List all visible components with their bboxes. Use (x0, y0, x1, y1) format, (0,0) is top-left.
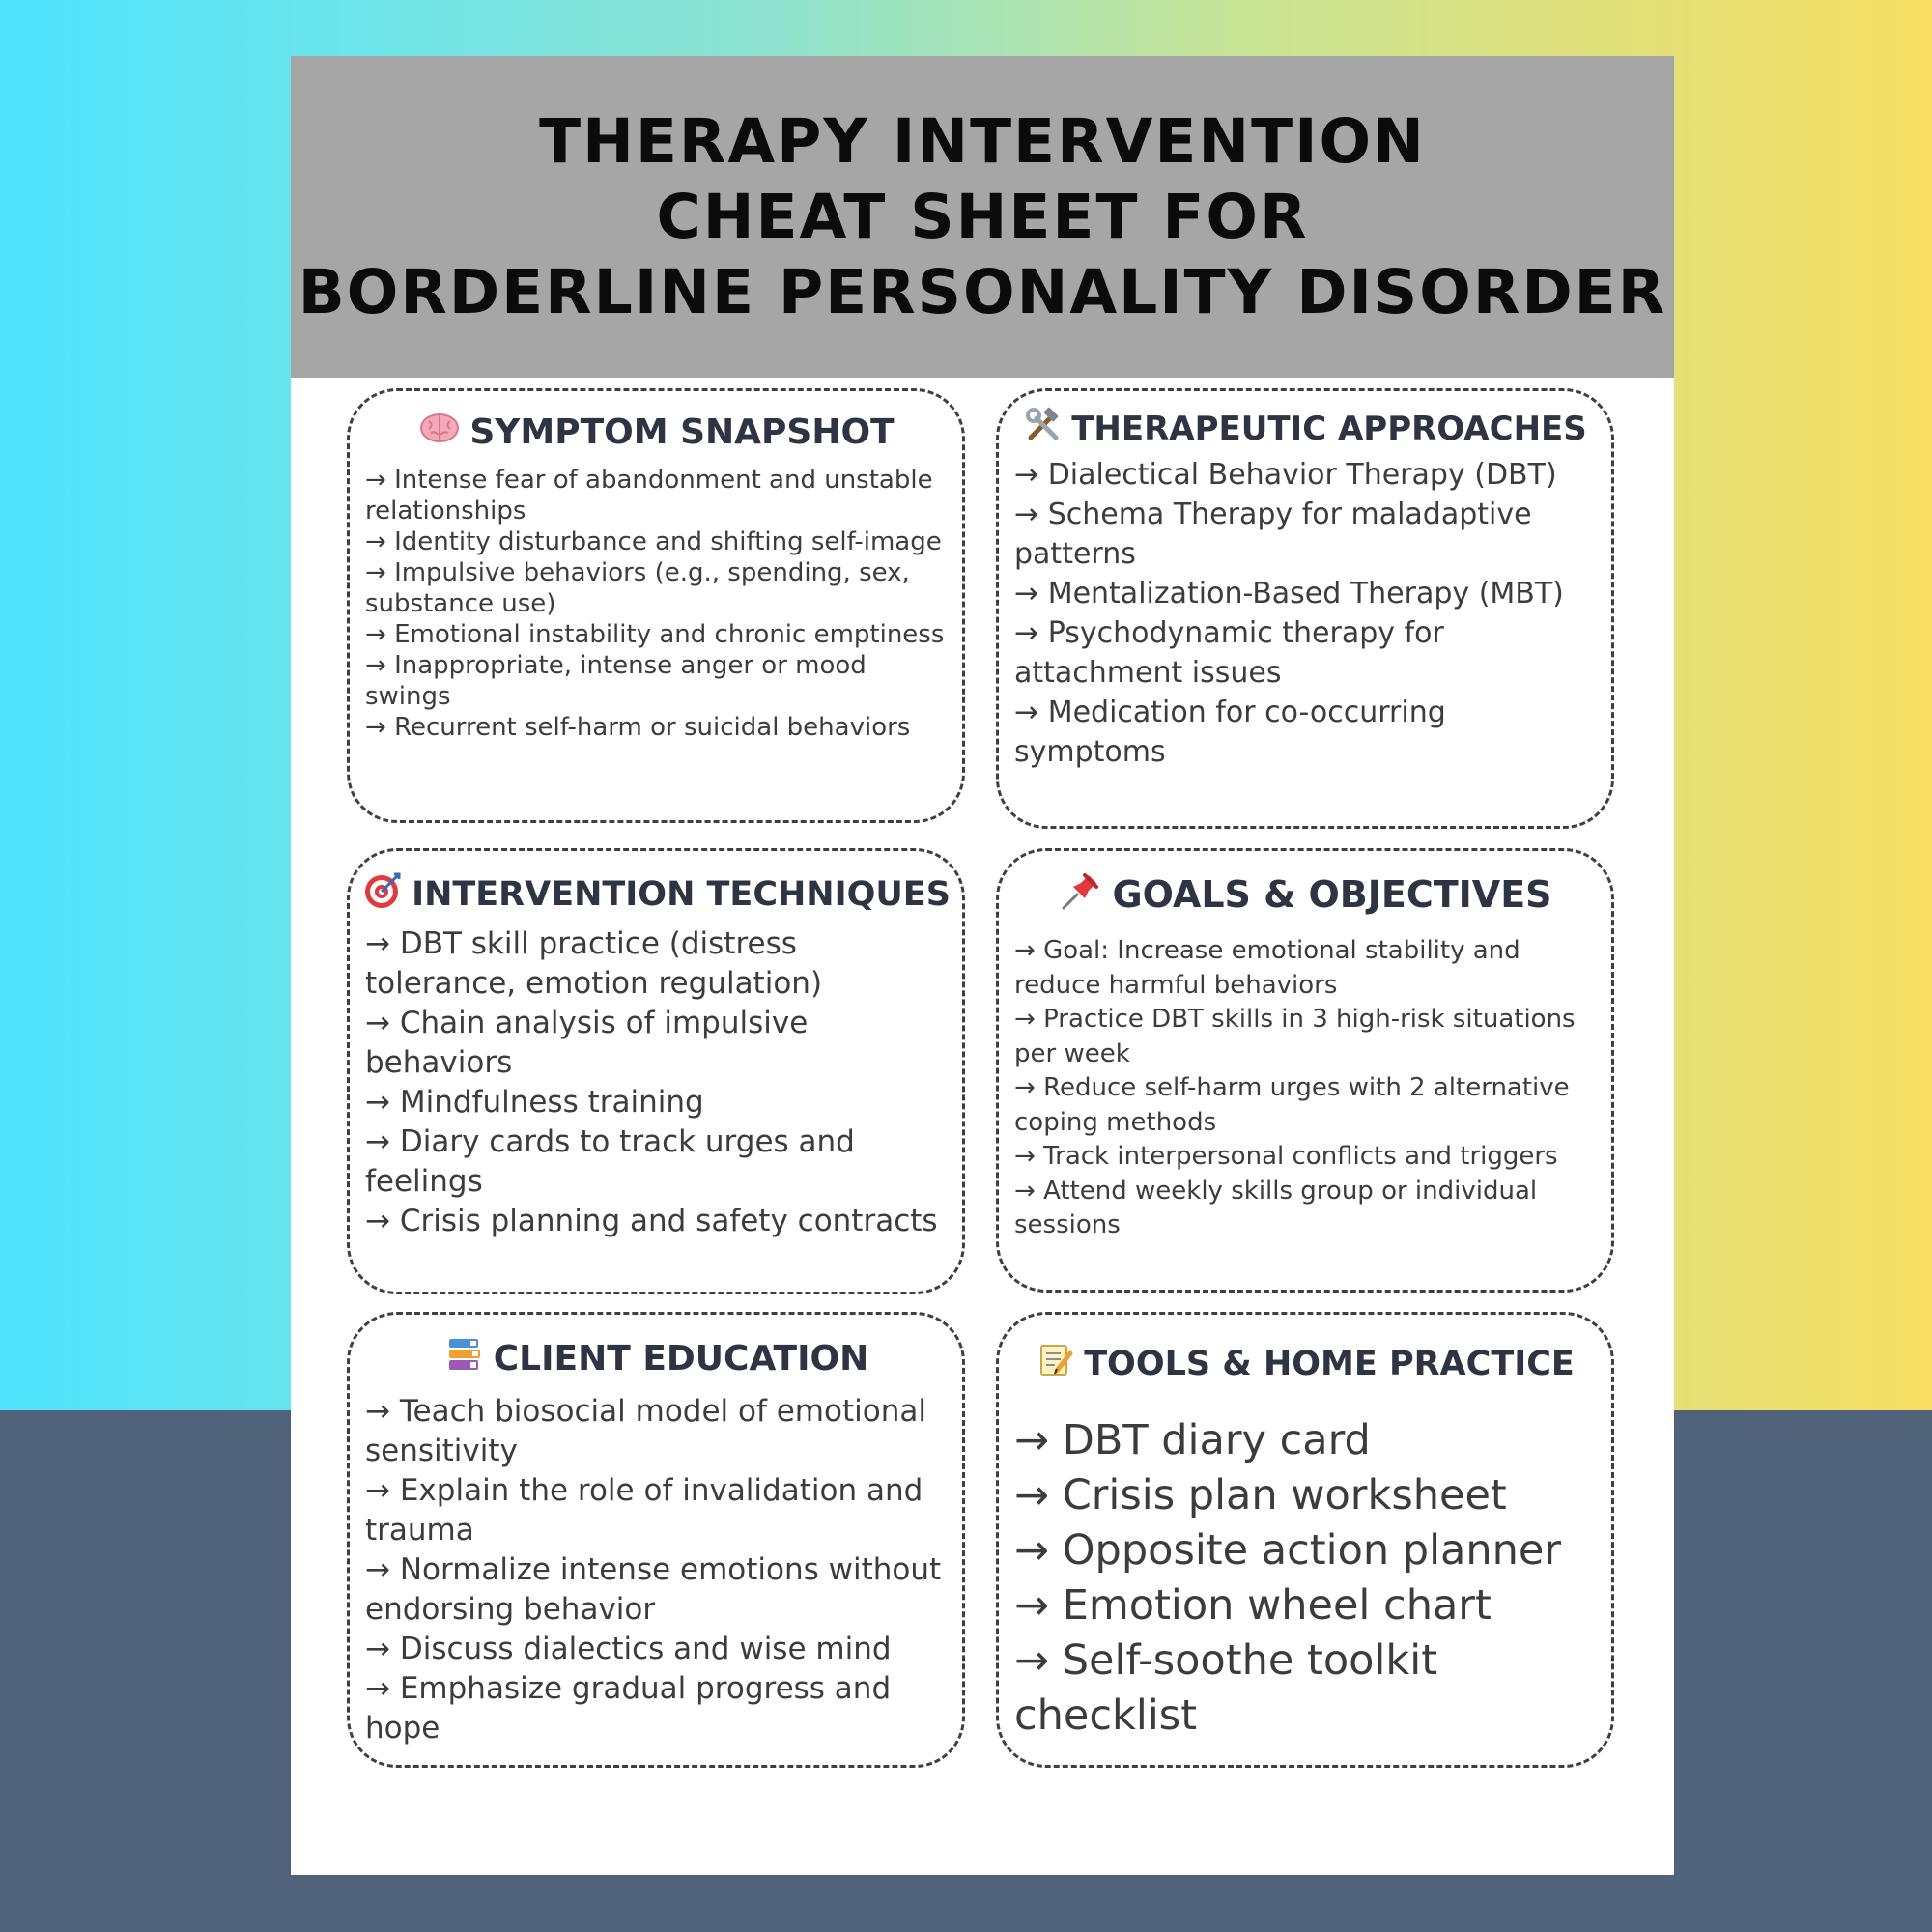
therapeutic-approaches-card (996, 388, 1614, 829)
card-title (365, 865, 949, 924)
list-item: → Schema Therapy for maladaptive patterns (1014, 495, 1598, 574)
goals-list (1014, 934, 1598, 1243)
goals-objectives-card (996, 848, 1614, 1293)
list-item: → Psychodynamic therapy for attachment issues (1014, 613, 1598, 693)
list-item: → Teach biosocial model of emotional sensitivity (365, 1392, 949, 1471)
cheat-sheet (291, 56, 1674, 1875)
card-title (1014, 1328, 1598, 1400)
card-title (365, 1328, 949, 1388)
list-item: → Medication for co-occurring symptoms (1014, 693, 1598, 772)
list-item: → Dialectical Behavior Therapy (DBT) (1014, 455, 1598, 495)
list-item: → Recurrent self-harm or suicidal behaviors (365, 712, 949, 743)
list-item: → Normalize intense emotions without endorsing behavior (365, 1550, 949, 1630)
list-item: → Practice DBT skills in 3 high-risk situations per week (1014, 1003, 1598, 1071)
tools-list (1014, 1413, 1598, 1744)
memo-icon (1037, 1342, 1074, 1387)
card-title-text: THERAPEUTIC APPROACHES (1071, 410, 1587, 448)
list-item: → DBT diary card (1014, 1413, 1598, 1468)
card-title (1014, 865, 1598, 924)
list-item: → Identity disturbance and shifting self-image (365, 526, 949, 557)
list-item: → Mentalization-Based Therapy (MBT) (1014, 574, 1598, 613)
pushpin-icon (1060, 869, 1102, 921)
list-item: → Self-soothe toolkit checklist (1014, 1634, 1598, 1744)
approaches-list (1014, 455, 1598, 772)
card-title (365, 405, 949, 459)
list-item: → Inappropriate, intense anger or mood swings (365, 650, 949, 712)
title-line-3: BORDERLINE PERSONALITY DISORDER (298, 256, 1667, 327)
list-item: → Emotional instability and chronic emptiness (365, 619, 949, 650)
intervention-techniques-card (347, 848, 965, 1294)
title-banner (291, 56, 1674, 378)
target-icon (363, 871, 402, 919)
list-item: → Goal: Increase emotional stability and reduce harmful behaviors (1014, 934, 1598, 1003)
title-line-1: THERAPY INTERVENTION (539, 105, 1426, 177)
list-item: → Crisis planning and safety contracts (365, 1202, 949, 1241)
brain-icon (419, 412, 460, 453)
list-item: → Track interpersonal conflicts and triggers (1014, 1140, 1598, 1175)
card-title-text: CLIENT EDUCATION (493, 1338, 869, 1378)
list-item: → Chain analysis of impulsive behaviors (365, 1004, 949, 1083)
techniques-list (365, 924, 949, 1241)
list-item: → Emotion wheel chart (1014, 1578, 1598, 1634)
list-item: → DBT skill practice (distress tolerance, emotion regulation) (365, 924, 949, 1004)
list-item: → Mindfulness training (365, 1083, 949, 1122)
symptom-snapshot-card (347, 388, 965, 823)
list-item: → Diary cards to track urges and feelings (365, 1122, 949, 1202)
list-item: → Emphasize gradual progress and hope (365, 1669, 949, 1748)
list-item: → Reduce self-harm urges with 2 alternative coping methods (1014, 1071, 1598, 1140)
books-icon (445, 1335, 484, 1382)
list-item: → Crisis plan worksheet (1014, 1468, 1598, 1523)
list-item: → Opposite action planner (1014, 1523, 1598, 1578)
list-item: → Intense fear of abandonment and unstable relationships (365, 465, 949, 526)
card-title (1014, 405, 1598, 453)
title-line-2: CHEAT SHEET FOR (656, 181, 1309, 252)
hammer-wrench-icon (1025, 407, 1062, 452)
symptom-list (365, 465, 949, 743)
card-title-text: GOALS & OBJECTIVES (1112, 873, 1552, 916)
list-item: → Impulsive behaviors (e.g., spending, sex, substance use) (365, 557, 949, 619)
list-item: → Discuss dialectics and wise mind (365, 1630, 949, 1669)
list-item: → Explain the role of invalidation and trauma (365, 1471, 949, 1550)
client-education-card (347, 1312, 965, 1768)
card-title-text: SYMPTOM SNAPSHOT (469, 412, 895, 452)
card-title-text: TOOLS & HOME PRACTICE (1084, 1345, 1575, 1383)
tools-home-practice-card (996, 1312, 1614, 1768)
list-item: → Attend weekly skills group or individual sessions (1014, 1175, 1598, 1243)
card-title-text: INTERVENTION TECHNIQUES (412, 875, 951, 914)
education-list (365, 1392, 949, 1748)
